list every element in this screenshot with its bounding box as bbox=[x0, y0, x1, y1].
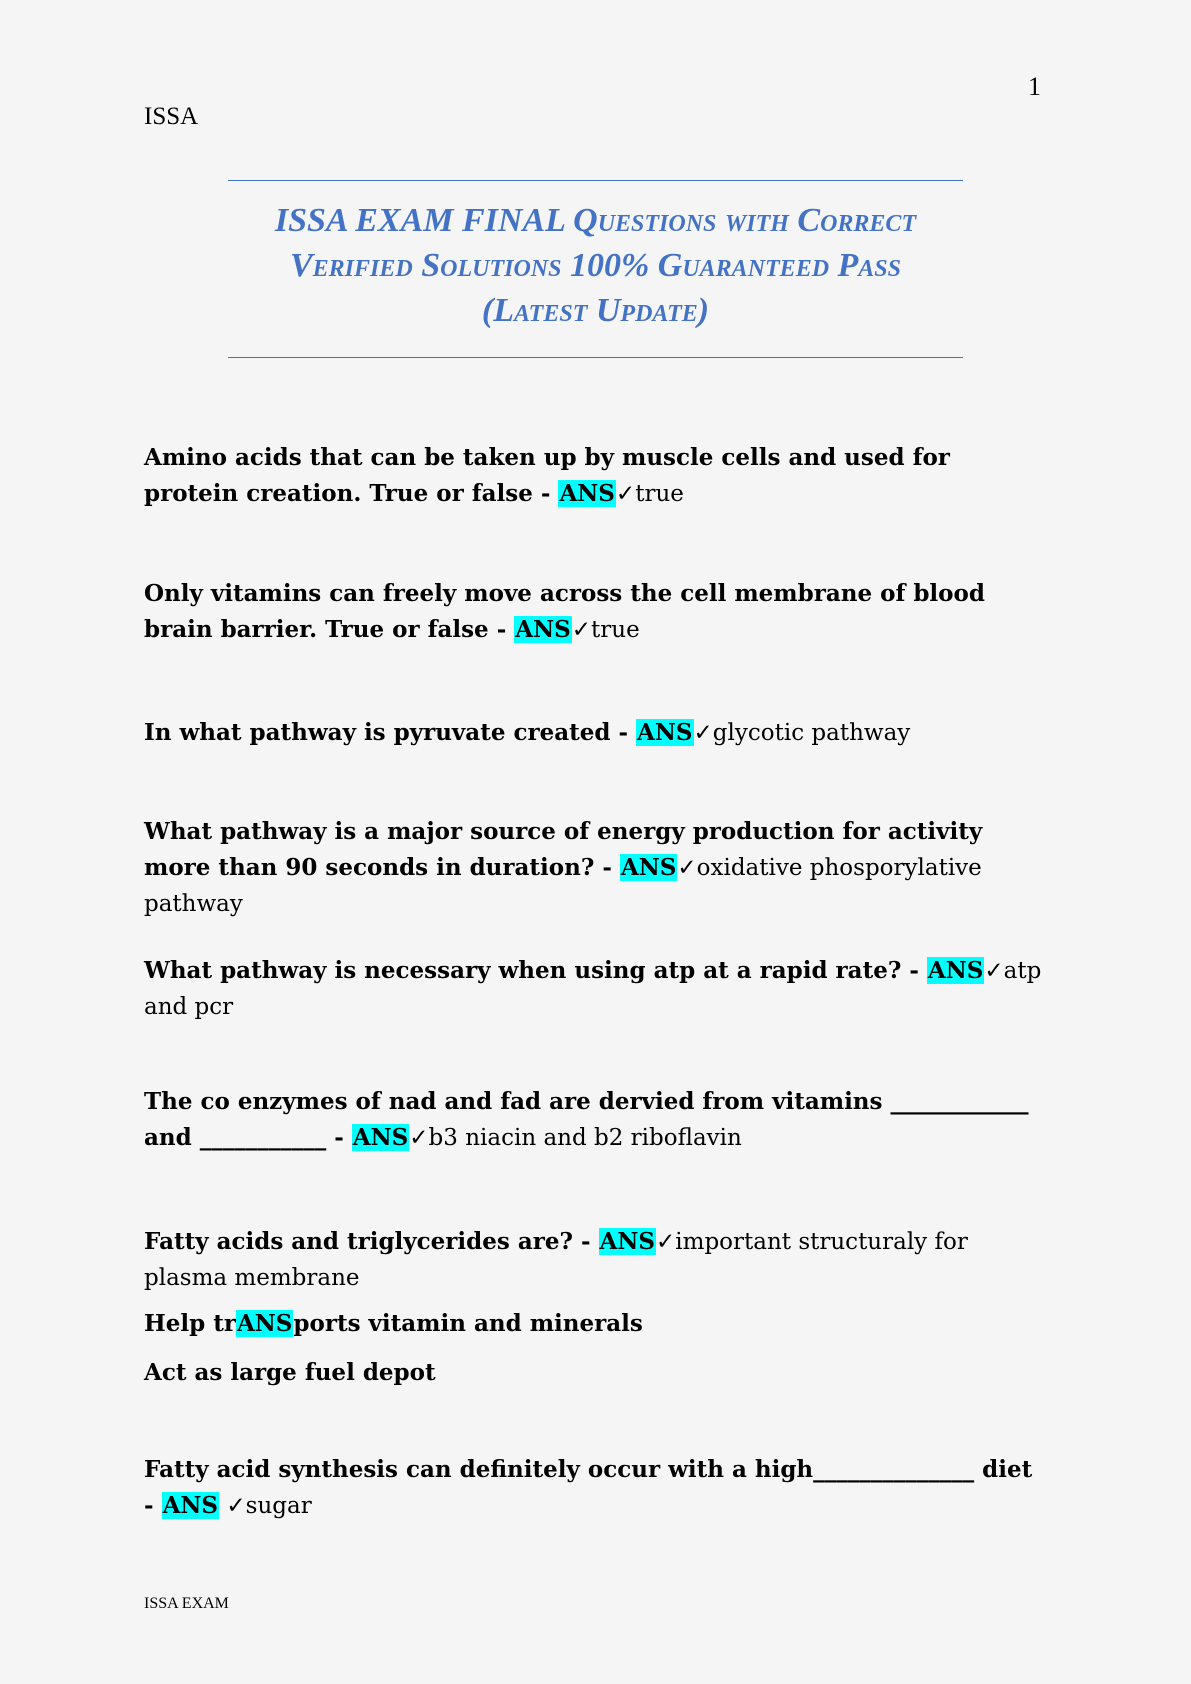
title-rule-top bbox=[228, 180, 963, 181]
continuation-line bbox=[144, 1355, 1049, 1391]
answer-text: sugar bbox=[245, 1493, 312, 1519]
question-text: Amino acids that can be taken up by muscle cells and used for protein creation. True or false - bbox=[144, 444, 950, 507]
qa-item bbox=[144, 1224, 1049, 1296]
qa-item bbox=[144, 814, 1049, 922]
continuation-text: ports vitamin and minerals bbox=[293, 1310, 643, 1337]
check-icon: ✓ bbox=[677, 855, 697, 881]
check-icon: ✓ bbox=[984, 958, 1004, 984]
title-part: (Latest Update) bbox=[481, 292, 710, 329]
question-text: The co enzymes of nad and fad are dervied from vitamins ____________ and ___________ - bbox=[144, 1088, 1029, 1151]
answer-text: important structuraly for plasma membrane bbox=[144, 1229, 968, 1291]
running-footer: ISSA EXAM bbox=[144, 1595, 229, 1612]
ans-highlight: ANS bbox=[637, 719, 693, 746]
ans-highlight: ANS bbox=[559, 480, 615, 507]
answer-text: glycotic pathway bbox=[712, 720, 911, 746]
ans-highlight: ANS bbox=[352, 1124, 409, 1151]
title-part: Guaranteed Pass bbox=[657, 247, 902, 284]
answer-text: atp and pcr bbox=[144, 958, 1042, 1020]
title-rule-bottom bbox=[228, 357, 963, 358]
page-number: 1 bbox=[1028, 72, 1041, 101]
check-icon: ✓ bbox=[656, 1229, 676, 1255]
question-text: What pathway is necessary when using atp at a rapid rate? - bbox=[144, 957, 927, 984]
qa-item bbox=[144, 1452, 1049, 1524]
qa-item bbox=[144, 953, 1049, 1025]
answer-text: true bbox=[591, 617, 640, 643]
title-part: 100% bbox=[561, 247, 658, 284]
ans-highlight: ANS bbox=[620, 854, 677, 881]
ans-highlight: ANS bbox=[515, 616, 571, 643]
title-part: Questions with Correct bbox=[573, 202, 917, 239]
title-part: ISSA EXAM FINAL bbox=[274, 202, 574, 239]
continuation-line bbox=[144, 1306, 1049, 1342]
question-text: Only vitamins can freely move across the cell membrane of blood brain barrier. True or false - bbox=[144, 580, 985, 643]
answer-text: true bbox=[635, 481, 684, 507]
check-icon: ✓ bbox=[226, 1493, 246, 1519]
check-icon: ✓ bbox=[615, 481, 636, 507]
question-text: What pathway is a major source of energy production for activity more than 90 seconds in duration? - bbox=[144, 818, 983, 881]
continuation-text: Act as large fuel depot bbox=[144, 1359, 436, 1386]
ans-highlight: ANS bbox=[599, 1228, 655, 1255]
continuation-text: Help tr bbox=[144, 1310, 236, 1337]
check-icon: ✓ bbox=[571, 617, 592, 643]
question-text: In what pathway is pyruvate created - bbox=[144, 719, 637, 746]
question-text: Fatty acid synthesis can definitely occur with a high______________ diet - bbox=[144, 1456, 1033, 1519]
document-title bbox=[228, 198, 963, 333]
check-icon: ✓ bbox=[693, 720, 713, 746]
qa-item bbox=[144, 440, 1049, 512]
running-header: ISSA bbox=[144, 103, 199, 130]
ans-highlight: ANS bbox=[927, 957, 984, 984]
check-icon: ✓ bbox=[409, 1125, 429, 1151]
qa-item bbox=[144, 715, 1049, 751]
qa-item bbox=[144, 576, 1049, 648]
ans-highlight: ANS bbox=[162, 1492, 219, 1519]
title-part: Verified Solutions bbox=[289, 247, 562, 284]
question-text: Fatty acids and triglycerides are? - bbox=[144, 1228, 599, 1255]
answer-text: b3 niacin and b2 riboflavin bbox=[428, 1125, 742, 1151]
qa-item bbox=[144, 1084, 1049, 1156]
ans-highlight: ANS bbox=[236, 1310, 293, 1337]
answer-text: oxidative phosporylative pathway bbox=[144, 855, 982, 917]
